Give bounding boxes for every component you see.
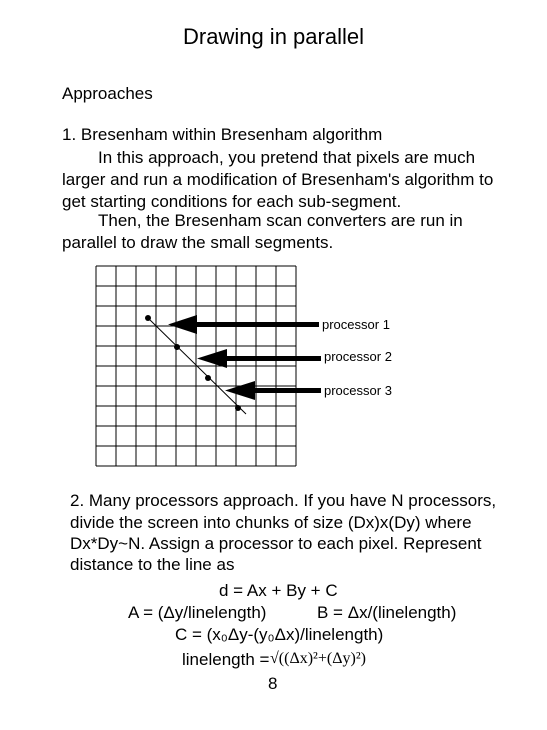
- distance-equation: d = Ax + By + C: [219, 581, 338, 600]
- section1-line: larger and run a modification of Bresenham's algorithm to: [62, 170, 494, 189]
- arrow-2-head: [197, 349, 227, 368]
- section2-line: 2. Many processors approach. If you have N processors,: [70, 491, 497, 510]
- section-heading: Approaches: [62, 84, 153, 103]
- section2-line: divide the screen into chunks of size (Dx)x(Dy) where: [70, 513, 472, 532]
- arrow-3-shaft: [253, 388, 321, 393]
- linelength-label: linelength =: [182, 650, 270, 669]
- page-title: Drawing in parallel: [183, 24, 364, 49]
- section2-line: Dx*Dy~N. Assign a processor to each pixel. Represent: [70, 534, 482, 553]
- section1-line: parallel to draw the small segments.: [62, 233, 334, 252]
- c-coefficient-equation: C = (x₀Δy-(y₀Δx)/linelength): [175, 625, 384, 644]
- processor-2-label: processor 2: [324, 349, 392, 364]
- a-coefficient-equation: A = (Δy/linelength): [128, 603, 267, 622]
- linelength-formula: √((Δx)²+(Δy)²): [270, 650, 366, 667]
- segment-point: [235, 405, 241, 411]
- pixel-grid: [96, 266, 296, 466]
- b-coefficient-equation: B = Δx/(linelength): [317, 603, 457, 622]
- processor-1-label: processor 1: [322, 317, 390, 332]
- segment-point: [174, 344, 180, 350]
- processor-arrows: [168, 315, 321, 400]
- arrow-2-shaft: [225, 356, 321, 361]
- page-number: 8: [268, 674, 278, 693]
- section1-line: 1. Bresenham within Bresenham algorithm: [62, 125, 383, 144]
- section2-line: distance to the line as: [70, 555, 235, 574]
- section1-line: Then, the Bresenham scan converters are run in: [98, 211, 463, 230]
- arrow-1-head: [168, 315, 197, 334]
- section1-line: get starting conditions for each sub-segment.: [62, 192, 402, 211]
- segment-point: [145, 315, 151, 321]
- processor-3-label: processor 3: [324, 383, 392, 398]
- section1-line: In this approach, you pretend that pixels are much: [98, 148, 476, 167]
- arrow-1-shaft: [195, 322, 319, 327]
- segment-point: [205, 375, 211, 381]
